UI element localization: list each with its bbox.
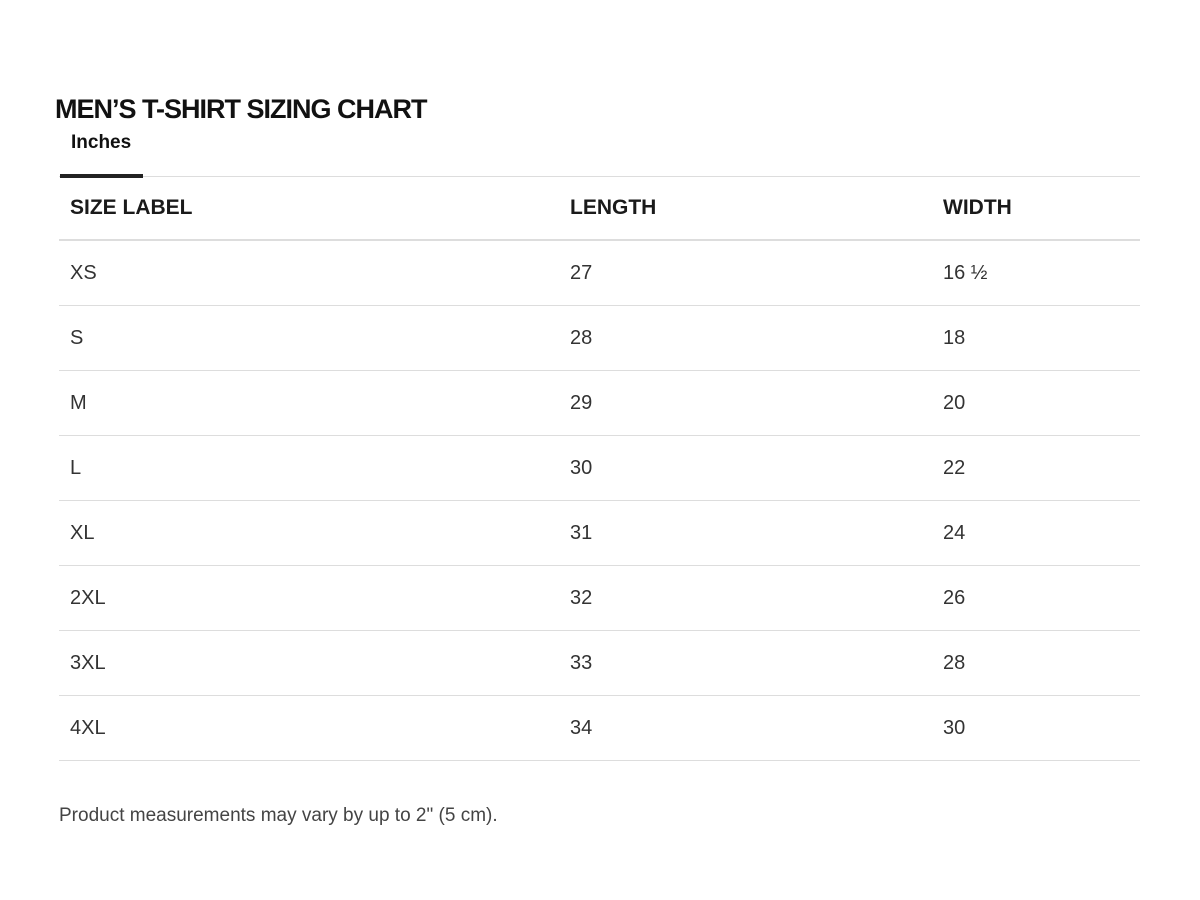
table-row [59,631,1140,696]
table-header-row [59,177,1140,240]
page-title: MEN’S T-SHIRT SIZING CHART [55,94,427,125]
cell-length: 33 [559,631,932,696]
table-row [59,371,1140,436]
cell-size: 2XL [59,566,559,631]
unit-tabs [59,120,1140,177]
cell-length: 31 [559,501,932,566]
table-row [59,566,1140,631]
cell-length: 34 [559,696,932,761]
size-table [59,177,1140,761]
measurement-footnote: Product measurements may vary by up to 2" (5 cm). [59,805,498,826]
cell-width: 18 [932,306,1140,371]
cell-length: 32 [559,566,932,631]
cell-size: S [59,306,559,371]
cell-size: M [59,371,559,436]
cell-width: 24 [932,501,1140,566]
table-row [59,306,1140,371]
tab-label: Inches [71,132,132,153]
cell-width: 16 ½ [932,240,1140,306]
cell-width: 26 [932,566,1140,631]
cell-length: 30 [559,436,932,501]
cell-width: 28 [932,631,1140,696]
cell-width: 22 [932,436,1140,501]
table-row [59,436,1140,501]
cell-size: 4XL [59,696,559,761]
cell-length: 27 [559,240,932,306]
column-header-width: WIDTH [932,177,1140,240]
cell-width: 30 [932,696,1140,761]
column-header-size-label: SIZE LABEL [59,177,559,240]
table-row [59,240,1140,306]
table-row [59,696,1140,761]
cell-size: L [59,436,559,501]
table-row [59,501,1140,566]
cell-length: 29 [559,371,932,436]
tab-inches[interactable] [60,120,143,178]
column-header-length: LENGTH [559,177,932,240]
cell-size: 3XL [59,631,559,696]
cell-length: 28 [559,306,932,371]
cell-size: XL [59,501,559,566]
cell-size: XS [59,240,559,306]
cell-width: 20 [932,371,1140,436]
